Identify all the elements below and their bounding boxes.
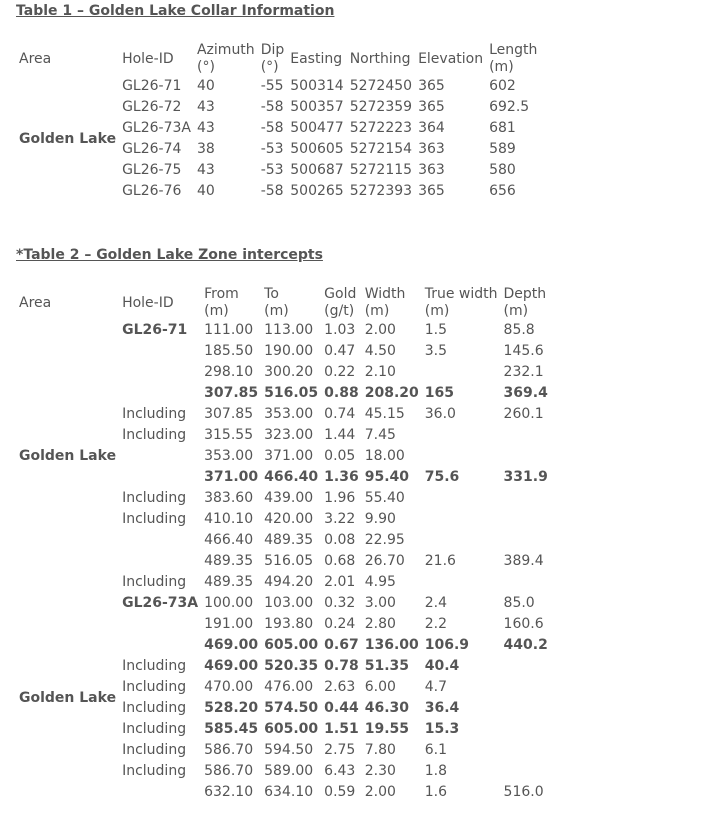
table-cell: 4.95 xyxy=(364,574,396,590)
column-header xyxy=(194,42,258,76)
table-cell: 40 xyxy=(196,78,215,94)
table-cell: 516.0 xyxy=(503,784,544,800)
table-cell: 681 xyxy=(489,120,516,136)
table-cell: 51.35 xyxy=(364,658,410,674)
table-cell: 0.67 xyxy=(324,637,359,653)
table-cell: 410.10 xyxy=(204,511,254,527)
table-cell: 500687 xyxy=(290,162,344,178)
table-row xyxy=(16,76,542,97)
table-cell: 7.80 xyxy=(364,742,396,758)
table-cell: GL26-73A xyxy=(122,120,191,136)
table-cell: 371.00 xyxy=(204,469,259,485)
table-cell: -58 xyxy=(260,120,284,136)
table-cell xyxy=(119,614,201,635)
column-header xyxy=(486,42,542,76)
table-cell xyxy=(119,551,201,572)
table-cell: -53 xyxy=(260,141,284,157)
column-header-text: True width xyxy=(424,286,498,302)
table-cell: 466.40 xyxy=(264,469,319,485)
table-cell: 43 xyxy=(196,99,215,115)
table-cell: GL26-72 xyxy=(122,99,182,115)
table-cell: 185.50 xyxy=(204,343,254,359)
column-header-text: (m) xyxy=(364,303,390,319)
table-cell xyxy=(119,446,201,467)
table-cell: 7.45 xyxy=(364,427,396,443)
column-header xyxy=(347,42,415,76)
table-cell: 520.35 xyxy=(264,658,319,674)
column-header-text: (m) xyxy=(424,303,450,319)
table-cell: 75.6 xyxy=(424,469,460,485)
column-header xyxy=(258,42,288,76)
table-cell: 315.55 xyxy=(204,427,254,443)
table-cell: 574.50 xyxy=(264,700,319,716)
table-cell: 85.0 xyxy=(503,595,535,611)
table-cell: 353.00 xyxy=(204,448,254,464)
column-header xyxy=(415,42,486,76)
table-cell: 4.50 xyxy=(364,343,396,359)
table-cell: 365 xyxy=(418,78,445,94)
column-header xyxy=(422,286,501,320)
table-cell: 2.80 xyxy=(364,616,396,632)
table-cell: 0.47 xyxy=(324,343,356,359)
column-header-text: Area xyxy=(19,50,52,67)
column-header-text: Width xyxy=(364,286,406,302)
table-cell: 307.85 xyxy=(204,385,259,401)
table-cell: 605.00 xyxy=(264,721,319,737)
table-cell: 136.00 xyxy=(364,637,419,653)
table-cell: Including xyxy=(122,427,187,443)
table-cell: 586.70 xyxy=(204,742,254,758)
table-cell: 2.4 xyxy=(424,595,448,611)
table-cell: 6.00 xyxy=(364,679,396,695)
table-cell: 494.20 xyxy=(264,574,314,590)
table-cell: 528.20 xyxy=(204,700,259,716)
table-cell: 5272115 xyxy=(349,162,413,178)
table-cell: 5272359 xyxy=(349,99,413,115)
table-cell: 145.6 xyxy=(503,343,544,359)
table-cell: 0.78 xyxy=(324,658,359,674)
column-header-text: Depth xyxy=(503,286,547,302)
table-cell: 0.08 xyxy=(324,532,356,548)
table-cell: 1.96 xyxy=(324,490,356,506)
area-cell: Golden Lake xyxy=(19,130,117,147)
table-cell: 55.40 xyxy=(364,490,405,506)
table-cell: 692.5 xyxy=(489,99,530,115)
table-cell: 40.4 xyxy=(424,658,460,674)
column-header-text: Easting xyxy=(290,50,343,67)
column-header-text: Azimuth xyxy=(196,42,255,58)
table-cell: 589 xyxy=(489,141,516,157)
table-cell: 656 xyxy=(489,183,516,199)
table-cell: 5272154 xyxy=(349,141,413,157)
table-cell xyxy=(501,530,557,551)
table-cell: 0.59 xyxy=(324,784,356,800)
table-cell: 5272393 xyxy=(349,183,413,199)
table-cell: GL26-73A xyxy=(122,595,199,611)
table-cell: 165 xyxy=(424,385,454,401)
table-cell xyxy=(119,467,201,488)
table-cell: 383.60 xyxy=(204,490,254,506)
table-cell: 232.1 xyxy=(503,364,544,380)
table-cell: 0.74 xyxy=(324,406,356,422)
table-cell: 300.20 xyxy=(264,364,314,380)
column-header xyxy=(501,286,557,320)
table-cell: -53 xyxy=(260,162,284,178)
table-cell: 1.51 xyxy=(324,721,359,737)
table-cell: -58 xyxy=(260,99,284,115)
table-cell: 36.0 xyxy=(424,406,456,422)
table-cell: 106.9 xyxy=(424,637,470,653)
table-cell xyxy=(119,341,201,362)
table-cell: 466.40 xyxy=(204,532,254,548)
table-cell: 489.35 xyxy=(264,532,314,548)
table-cell xyxy=(422,572,501,593)
table-cell: 43 xyxy=(196,120,215,136)
table-cell: GL26-74 xyxy=(122,141,182,157)
table-cell: 0.05 xyxy=(324,448,356,464)
column-header-text: (°) xyxy=(196,59,215,75)
table-cell: 470.00 xyxy=(204,679,254,695)
table-cell: 0.88 xyxy=(324,385,359,401)
table-row xyxy=(16,320,557,341)
table-cell: Including xyxy=(122,574,187,590)
table-cell: 589.00 xyxy=(264,763,314,779)
column-header-text: Dip xyxy=(260,42,285,58)
table-cell: 602 xyxy=(489,78,516,94)
table-cell: 190.00 xyxy=(264,343,314,359)
table-cell: 3.5 xyxy=(424,343,448,359)
area-cell: Golden Lake xyxy=(19,448,117,464)
table-cell: 2.75 xyxy=(324,742,356,758)
table-cell: 2.10 xyxy=(364,364,396,380)
table-cell: 5272223 xyxy=(349,120,413,136)
table-cell: GL26-75 xyxy=(122,162,182,178)
table-cell: 500605 xyxy=(290,141,344,157)
column-header xyxy=(362,286,422,320)
table-cell: 586.70 xyxy=(204,763,254,779)
table-cell: 6.1 xyxy=(424,742,448,758)
table-cell: 469.00 xyxy=(204,658,259,674)
table-cell xyxy=(119,782,201,803)
table-cell: 500265 xyxy=(290,183,344,199)
table-cell: 260.1 xyxy=(503,406,544,422)
table-cell: 95.40 xyxy=(364,469,410,485)
table-cell: 363 xyxy=(418,141,445,157)
table-cell xyxy=(422,530,501,551)
table-cell: Including xyxy=(122,742,187,758)
table-cell: 2.01 xyxy=(324,574,356,590)
column-header xyxy=(287,42,346,76)
table-cell: 4.7 xyxy=(424,679,448,695)
table-cell: 516.05 xyxy=(264,385,319,401)
column-header-text: (m) xyxy=(503,303,529,319)
table-cell: 371.00 xyxy=(264,448,314,464)
table-cell: 2.2 xyxy=(424,616,448,632)
table-cell: 0.32 xyxy=(324,595,356,611)
table-cell: -58 xyxy=(260,183,284,199)
table-cell: Including xyxy=(122,658,187,674)
table-cell: GL26-71 xyxy=(122,322,188,338)
header-row xyxy=(16,286,557,320)
table-cell: 469.00 xyxy=(204,637,259,653)
table-cell xyxy=(119,362,201,383)
table-cell: Including xyxy=(122,511,187,527)
table-cell: 0.22 xyxy=(324,364,356,380)
table-cell: 3.00 xyxy=(364,595,396,611)
table-cell: 594.50 xyxy=(264,742,314,758)
collar-table xyxy=(16,42,542,202)
column-header-text: Length xyxy=(489,42,538,58)
table-cell: 1.36 xyxy=(324,469,359,485)
table-cell: 18.00 xyxy=(364,448,405,464)
table-cell: 476.00 xyxy=(264,679,314,695)
table-cell: 1.44 xyxy=(324,427,356,443)
table-cell: 1.6 xyxy=(424,784,448,800)
table-cell: 439.00 xyxy=(264,490,314,506)
table-cell: 369.4 xyxy=(503,385,548,401)
table-cell: 2.63 xyxy=(324,679,356,695)
table-cell: 1.5 xyxy=(424,322,448,338)
column-header-text: From xyxy=(204,286,239,302)
table-cell: 323.00 xyxy=(264,427,314,443)
column-header-text: Area xyxy=(19,294,52,311)
table-cell xyxy=(501,656,557,677)
table-cell: 111.00 xyxy=(204,322,254,338)
table-cell: 26.70 xyxy=(364,553,405,569)
table-cell: 38 xyxy=(196,141,215,157)
column-header-text: (m) xyxy=(489,59,514,75)
table-cell: Including xyxy=(122,763,187,779)
table-cell: 634.10 xyxy=(264,784,314,800)
column-header-text: Elevation xyxy=(418,50,484,67)
table-cell xyxy=(119,383,201,404)
table-cell: 0.24 xyxy=(324,616,356,632)
column-header xyxy=(119,42,194,76)
table-cell xyxy=(422,446,501,467)
column-header-text: (m) xyxy=(264,303,289,319)
table-cell: 298.10 xyxy=(204,364,254,380)
table-cell: 0.44 xyxy=(324,700,359,716)
table-cell: 605.00 xyxy=(264,637,319,653)
table-cell: 516.05 xyxy=(264,553,314,569)
table-cell xyxy=(501,698,557,719)
column-header-text: To xyxy=(264,286,279,302)
column-header-text: Gold xyxy=(324,286,357,302)
table-cell: Including xyxy=(122,679,187,695)
table-cell: Including xyxy=(122,406,187,422)
table-cell: 43 xyxy=(196,162,215,178)
table-cell: 46.30 xyxy=(364,700,410,716)
table-cell xyxy=(501,488,557,509)
table-cell: 364 xyxy=(418,120,445,136)
table-cell: -55 xyxy=(260,78,284,94)
table-cell: 22.95 xyxy=(364,532,405,548)
table-cell: 585.45 xyxy=(204,721,259,737)
table-cell xyxy=(501,425,557,446)
table-cell: 353.00 xyxy=(264,406,314,422)
table-cell: 2.30 xyxy=(364,763,396,779)
table-cell: 489.35 xyxy=(204,553,254,569)
table-cell: Including xyxy=(122,700,187,716)
column-header-text: (m) xyxy=(204,303,229,319)
table-cell: Including xyxy=(122,490,187,506)
column-header-text: (°) xyxy=(260,59,279,75)
table-cell: 45.15 xyxy=(364,406,405,422)
table-cell: 9.90 xyxy=(364,511,396,527)
table-cell xyxy=(501,761,557,782)
table-cell xyxy=(422,425,501,446)
table-cell: 365 xyxy=(418,183,445,199)
table-cell: 1.03 xyxy=(324,322,356,338)
table-cell xyxy=(501,572,557,593)
column-header-text: Hole-ID xyxy=(122,50,174,67)
table-cell: 0.68 xyxy=(324,553,356,569)
table-cell: 113.00 xyxy=(264,322,314,338)
table-cell: GL26-76 xyxy=(122,183,182,199)
table-cell: 489.35 xyxy=(204,574,254,590)
column-header xyxy=(261,286,321,320)
table-cell: 500314 xyxy=(290,78,344,94)
table-cell: 440.2 xyxy=(503,637,548,653)
column-header xyxy=(16,286,119,320)
column-header-text: Northing xyxy=(349,50,411,67)
table-cell: 632.10 xyxy=(204,784,254,800)
table-cell: 36.4 xyxy=(424,700,460,716)
table-cell: 500477 xyxy=(290,120,344,136)
table2-caption: *Table 2 – Golden Lake Zone intercepts xyxy=(16,247,323,263)
table-cell xyxy=(501,740,557,761)
table-cell: 85.8 xyxy=(503,322,535,338)
table-cell: 191.00 xyxy=(204,616,254,632)
table-cell: 389.4 xyxy=(503,553,544,569)
table-cell: 3.22 xyxy=(324,511,356,527)
header-row xyxy=(16,42,542,76)
table-cell: 580 xyxy=(489,162,516,178)
table-cell xyxy=(119,635,201,656)
table-cell: 500357 xyxy=(290,99,344,115)
column-header-text: Hole-ID xyxy=(122,294,174,311)
table-row xyxy=(16,593,557,614)
table-cell: 40 xyxy=(196,183,215,199)
table-cell xyxy=(501,509,557,530)
column-header xyxy=(321,286,362,320)
table-cell: 208.20 xyxy=(364,385,419,401)
table-cell: 100.00 xyxy=(204,595,254,611)
table-cell: 6.43 xyxy=(324,763,356,779)
table-cell: 365 xyxy=(418,99,445,115)
table-cell: 363 xyxy=(418,162,445,178)
table-cell: 15.3 xyxy=(424,721,460,737)
table-cell: 420.00 xyxy=(264,511,314,527)
table1-caption: Table 1 – Golden Lake Collar Information xyxy=(16,3,335,19)
table-cell: Including xyxy=(122,721,187,737)
table-cell: 5272450 xyxy=(349,78,413,94)
table-cell: 160.6 xyxy=(503,616,544,632)
table-cell xyxy=(422,488,501,509)
column-header xyxy=(119,286,201,320)
table-cell: 19.55 xyxy=(364,721,410,737)
table-cell: 103.00 xyxy=(264,595,314,611)
column-header-text: (g/t) xyxy=(324,303,355,319)
table-cell xyxy=(422,362,501,383)
table-cell: 2.00 xyxy=(364,322,396,338)
intercepts-table xyxy=(16,286,557,803)
table-cell: 331.9 xyxy=(503,469,548,485)
table-cell: GL26-71 xyxy=(122,78,182,94)
table-cell xyxy=(422,509,501,530)
column-header xyxy=(201,286,261,320)
table-cell: 1.8 xyxy=(424,763,448,779)
table-cell xyxy=(119,530,201,551)
table-cell: 193.80 xyxy=(264,616,314,632)
table-cell xyxy=(501,446,557,467)
table-cell: 2.00 xyxy=(364,784,396,800)
column-header xyxy=(16,42,119,76)
table-cell: 21.6 xyxy=(424,553,456,569)
area-cell: Golden Lake xyxy=(19,689,117,706)
table-cell: 307.85 xyxy=(204,406,254,422)
table-cell xyxy=(501,677,557,698)
table-cell xyxy=(501,719,557,740)
